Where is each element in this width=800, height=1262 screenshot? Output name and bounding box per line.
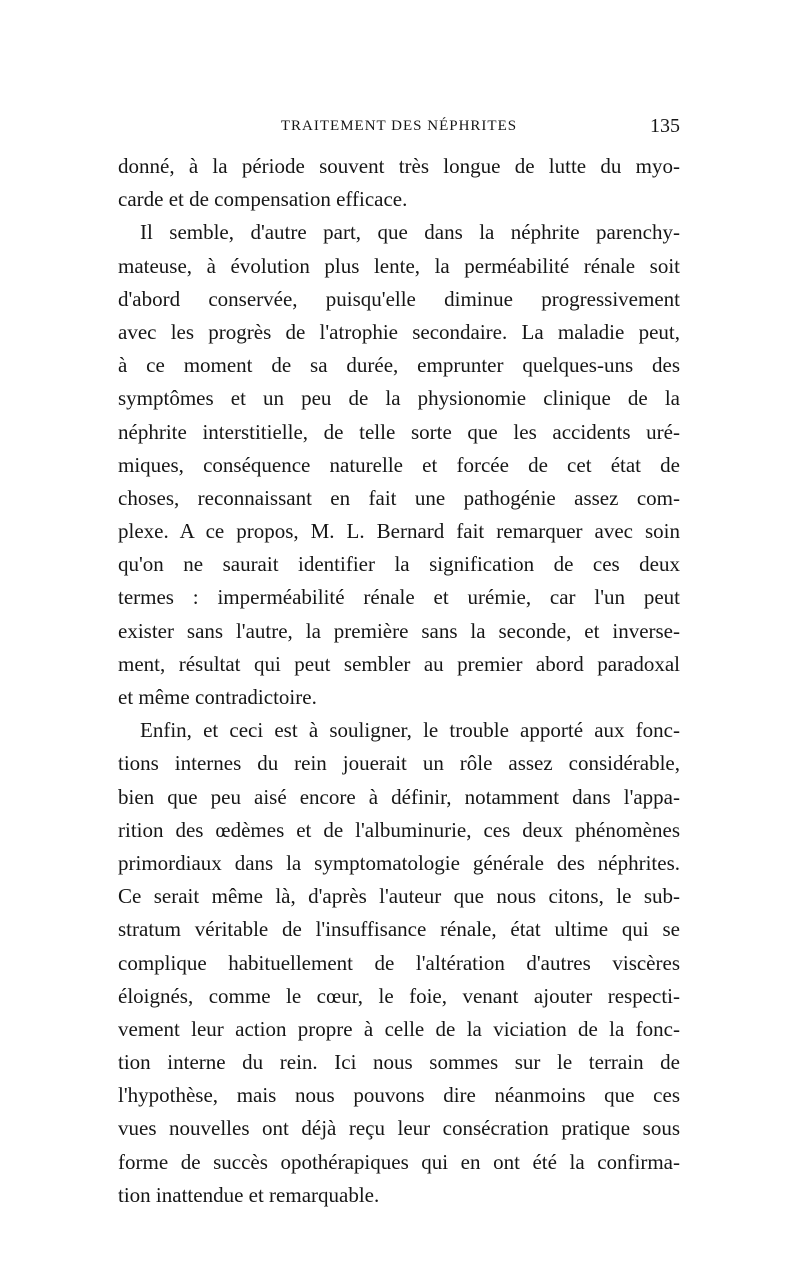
text-line: bien que peu aisé encore à définir, notamment dans l'appa-	[118, 784, 680, 809]
running-title: TRAITEMENT DES NÉPHRITES	[280, 118, 518, 134]
text-line: vement leur action propre à celle de la viciation de la fonc-	[118, 1016, 680, 1041]
text-line: ment, résultat qui peut sembler au premier abord paradoxal	[118, 651, 680, 676]
text-line: rition des œdèmes et de l'albuminurie, ces deux phénomènes	[118, 817, 680, 842]
text-line: exister sans l'autre, la première sans la seconde, et inverse-	[118, 618, 680, 643]
text-line: donné, à la période souvent très longue de lutte du myo-	[118, 154, 680, 178]
text-line: qu'on ne saurait identifier la signification de ces deux	[118, 552, 680, 577]
text-line: choses, reconnaissant en fait une pathogénie assez com-	[118, 485, 680, 510]
text-line: Ce serait même là, d'après l'auteur que nous citons, le sub-	[118, 884, 680, 909]
text-line: tions internes du rein jouerait un rôle assez considérable,	[118, 751, 680, 776]
text-line: plexe. A ce propos, M. L. Bernard fait remarquer avec soin	[118, 519, 680, 544]
text-line: complique habituellement de l'altération d'autres viscères	[118, 950, 680, 975]
text-line: miques, conséquence naturelle et forcée de cet état de	[118, 452, 680, 477]
text-line: carde et de compensation efficace.	[118, 187, 408, 212]
text-line: à ce moment de sa durée, emprunter quelques-uns des	[118, 353, 680, 378]
text-line: l'hypothèse, mais nous pouvons dire néanmoins que ces	[118, 1083, 680, 1108]
text-line: d'abord conservée, puisqu'elle diminue progressivement	[118, 286, 680, 311]
text-line: tion inattendue et remarquable.	[118, 1182, 380, 1207]
text-line: et même contradictoire.	[118, 685, 317, 709]
text-line: tion interne du rein. Ici nous sommes sur le terrain de	[118, 1050, 680, 1075]
text-line: symptômes et un peu de la physionomie clinique de la	[118, 386, 680, 411]
text-line: avec les progrès de l'atrophie secondaire. La maladie peut,	[118, 319, 680, 344]
text-line: termes : imperméabilité rénale et urémie, car l'un peut	[118, 585, 680, 610]
page-number: 135	[650, 115, 680, 137]
text-line: Enfin, et ceci est à souligner, le trouble apporté aux fonc-	[140, 718, 680, 743]
text-line: mateuse, à évolution plus lente, la perméabilité rénale soit	[118, 253, 680, 278]
text-line: éloignés, comme le cœur, le foie, venant ajouter respecti-	[118, 983, 680, 1008]
running-head	[118, 112, 680, 140]
text-line: Il semble, d'autre part, que dans la néphrite parenchy-	[140, 220, 680, 245]
text-line: stratum véritable de l'insuffisance rénale, état ultime qui se	[118, 917, 680, 942]
body-text	[118, 150, 680, 1212]
text-line: néphrite interstitielle, de telle sorte que les accidents uré-	[118, 419, 680, 444]
text-line: primordiaux dans la symptomatologie générale des néphrites.	[118, 850, 680, 875]
text-line: forme de succès opothérapiques qui en ont été la confirma-	[118, 1149, 680, 1174]
text-line: vues nouvelles ont déjà reçu leur consécration pratique sous	[118, 1116, 680, 1141]
